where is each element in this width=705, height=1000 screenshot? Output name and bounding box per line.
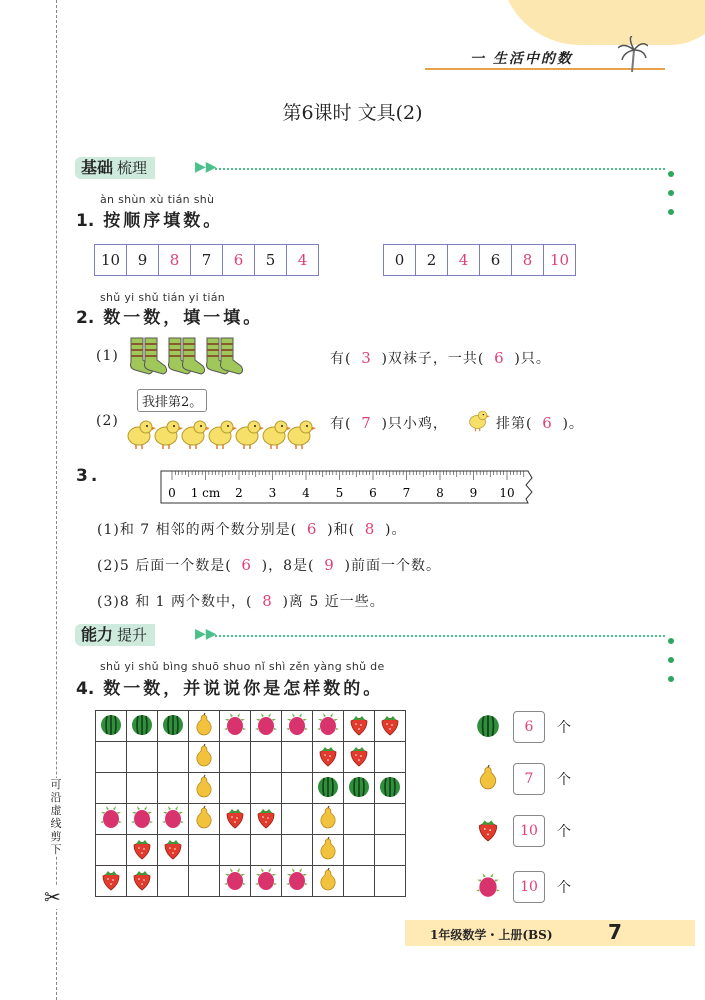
dots-icon: [665, 629, 674, 686]
dragonfruit-cell: [313, 711, 344, 742]
strawberry-cell: [344, 742, 375, 773]
empty-cell: [220, 835, 251, 866]
empty-cell: [344, 804, 375, 835]
answer-neighbor-high: 8: [364, 520, 376, 538]
answer-before-nine: 9: [324, 556, 335, 574]
grid-row: [96, 804, 406, 835]
q4-prompt: [76, 674, 383, 699]
pear-icon: [316, 876, 340, 895]
answer-box-dragonfruit: 10: [513, 871, 545, 903]
socks-icon: [125, 336, 243, 376]
strawberry-icon: [130, 845, 154, 864]
watermelon-icon: [475, 712, 501, 742]
seq-left-cell: 10: [95, 245, 127, 275]
pear-icon: [192, 814, 216, 833]
dragonfruit-icon: [285, 876, 309, 895]
pear-cell: [313, 804, 344, 835]
banner-bold-label: 基础: [81, 158, 114, 177]
empty-cell: [282, 773, 313, 804]
text-segment: (1)和 7 相邻的两个数分别是(: [97, 522, 298, 538]
ruler-label: 10: [499, 486, 515, 500]
answer-chick-rank: 6: [542, 414, 553, 432]
answer-row-strawberry: [475, 814, 571, 848]
sequence-right: [383, 244, 576, 276]
text-segment: )，8是(: [261, 558, 315, 574]
grid-row: [96, 835, 406, 866]
ruler-label: 2: [235, 486, 243, 500]
strawberry-cell: [313, 742, 344, 773]
text-segment: )。: [562, 416, 584, 432]
unit-label: 个: [557, 880, 571, 896]
q1-number: 1.: [76, 211, 95, 231]
watermelon-icon: [316, 783, 340, 802]
answer-neighbor-low: 6: [306, 520, 318, 538]
watermelon-cell: [375, 773, 406, 804]
answer-box-strawberry: 10: [513, 815, 545, 847]
text-segment: (3)8 和 1 两个数中，(: [97, 594, 253, 610]
answer-box-watermelon: 6: [513, 711, 545, 743]
seq-right-cell: 6: [480, 245, 512, 275]
dragonfruit-icon: [223, 721, 247, 740]
empty-cell: [96, 742, 127, 773]
empty-cell: [220, 742, 251, 773]
q4-number: 4.: [76, 679, 95, 699]
empty-cell: [375, 866, 406, 897]
q2-part2-answer-line: [330, 413, 448, 433]
text-segment: )。: [385, 522, 407, 538]
strawberry-cell: [375, 711, 406, 742]
banner-light-label: 提升: [117, 626, 148, 644]
q2-part1-label: (1): [96, 348, 119, 364]
empty-cell: [127, 742, 158, 773]
q2-part1-answer-line: [330, 348, 551, 368]
strawberry-icon: [254, 814, 278, 833]
watermelon-cell: [127, 711, 158, 742]
empty-cell: [158, 773, 189, 804]
text-segment: 有(: [330, 416, 352, 432]
dragonfruit-icon: [99, 814, 123, 833]
pear-cell: [189, 804, 220, 835]
dragonfruit-icon: [254, 876, 278, 895]
strawberry-cell: [127, 866, 158, 897]
q2-text: 数一数，填一填。: [103, 308, 264, 328]
dragonfruit-icon: [223, 876, 247, 895]
seq-left-cell: 6: [223, 245, 255, 275]
q3-number: 3.: [76, 466, 101, 486]
dragonfruit-cell: [220, 866, 251, 897]
chick-icon: [466, 406, 492, 432]
empty-cell: [282, 835, 313, 866]
ruler-label: 8: [436, 486, 444, 500]
palm-tree-icon: [618, 36, 648, 74]
q2-part2-label: (2): [96, 413, 119, 429]
ruler-label: 3: [268, 486, 277, 500]
ruler-label: 0: [168, 486, 176, 500]
unit-label: 个: [557, 720, 571, 736]
cut-instruction: 可沿虚线剪下: [48, 778, 64, 856]
sequence-left: [94, 244, 319, 276]
scissors-icon: ✂: [44, 885, 61, 909]
arrows-icon: ▶▶: [195, 159, 217, 175]
empty-cell: [158, 742, 189, 773]
answer-row-dragonfruit: [475, 870, 571, 904]
text-segment: )只小鸡，: [381, 416, 448, 432]
seq-left-cell: 5: [255, 245, 287, 275]
text-segment: )只。: [514, 351, 551, 367]
seq-left-cell: 9: [127, 245, 159, 275]
q2-number: 2.: [76, 308, 95, 328]
lesson-title: 第6课时 文具(2): [282, 102, 423, 124]
empty-cell: [96, 773, 127, 804]
pear-icon: [192, 752, 216, 771]
dragonfruit-icon: [285, 721, 309, 740]
empty-cell: [220, 773, 251, 804]
ruler-label: 9: [469, 486, 478, 500]
strawberry-cell: [158, 835, 189, 866]
strawberry-icon: [316, 752, 340, 771]
grid-row: [96, 773, 406, 804]
dragonfruit-cell: [127, 804, 158, 835]
strawberry-icon: [161, 845, 185, 864]
page-number: 7: [608, 920, 622, 944]
ruler-label: 4: [302, 486, 310, 500]
pear-cell: [189, 742, 220, 773]
unit-title: 一 生活中的数: [470, 51, 573, 67]
grid-row: [96, 711, 406, 742]
empty-cell: [189, 866, 220, 897]
q1-prompt: [76, 206, 223, 231]
seq-left-cell: 7: [191, 245, 223, 275]
dragonfruit-cell: [282, 866, 313, 897]
dragonfruit-icon: [254, 721, 278, 740]
text-segment: 排第(: [496, 416, 533, 432]
empty-cell: [96, 835, 127, 866]
arrows-icon: ▶▶: [195, 626, 217, 642]
seq-right-cell: 8: [512, 245, 544, 275]
pear-cell: [313, 866, 344, 897]
strawberry-icon: [223, 814, 247, 833]
answer-box-pear: 7: [513, 763, 545, 795]
strawberry-cell: [220, 804, 251, 835]
dragonfruit-icon: [316, 721, 340, 740]
q3-line1: [97, 519, 407, 539]
ruler-label: 1 cm: [190, 486, 221, 500]
pear-icon: [475, 764, 501, 794]
watermelon-icon: [347, 783, 371, 802]
watermelon-cell: [96, 711, 127, 742]
watermelon-cell: [158, 711, 189, 742]
text-segment: )双袜子，一共(: [381, 351, 485, 367]
q3-line2: [97, 555, 441, 575]
watermelon-icon: [378, 783, 402, 802]
answer-row-watermelon: [475, 710, 571, 744]
strawberry-icon: [130, 876, 154, 895]
dragonfruit-icon: [161, 814, 185, 833]
strawberry-cell: [127, 835, 158, 866]
dragonfruit-icon: [130, 814, 154, 833]
dragonfruit-cell: [282, 711, 313, 742]
footer-book-title: 1年级数学・上册(BS): [430, 928, 553, 942]
answer-closer-to-five: 8: [262, 592, 273, 610]
empty-cell: [375, 742, 406, 773]
strawberry-cell: [251, 804, 282, 835]
strawberry-icon: [347, 721, 371, 740]
empty-cell: [251, 835, 282, 866]
strawberry-cell: [96, 866, 127, 897]
dragonfruit-cell: [220, 711, 251, 742]
empty-cell: [344, 835, 375, 866]
dragonfruit-cell: [158, 804, 189, 835]
empty-cell: [282, 742, 313, 773]
q2-prompt: [76, 303, 263, 328]
pear-icon: [316, 814, 340, 833]
pear-icon: [192, 721, 216, 740]
section-banner-advanced: [75, 624, 635, 648]
text-segment: )和(: [327, 522, 356, 538]
answer-socks-total: 6: [494, 349, 505, 367]
q2-part2-rank-line: [496, 413, 584, 433]
strawberry-icon: [347, 752, 371, 771]
empty-cell: [375, 835, 406, 866]
watermelon-cell: [344, 773, 375, 804]
watermelon-icon: [130, 721, 154, 740]
unit-label: 个: [557, 824, 571, 840]
empty-cell: [375, 804, 406, 835]
q4-text: 数一数，并说说你是怎样数的。: [103, 679, 384, 699]
fruit-grid: [95, 710, 406, 897]
q1-pinyin: àn shùn xù tián shù: [100, 193, 215, 206]
strawberry-icon: [475, 816, 501, 846]
banner-bold-label: 能力: [81, 625, 114, 644]
strawberry-cell: [344, 711, 375, 742]
q2-pinyin: shǔ yi shǔ tián yi tián: [100, 291, 226, 304]
text-segment: 有(: [330, 351, 352, 367]
seq-right-cell: 4: [448, 245, 480, 275]
dragonfruit-cell: [251, 711, 282, 742]
strawberry-icon: [99, 876, 123, 895]
strawberry-icon: [378, 721, 402, 740]
ruler-icon: [160, 470, 535, 504]
pear-cell: [189, 773, 220, 804]
dots-icon: [665, 162, 674, 219]
empty-cell: [344, 866, 375, 897]
pear-icon: [192, 783, 216, 802]
answer-after-five: 6: [241, 556, 252, 574]
pear-icon: [316, 845, 340, 864]
empty-cell: [127, 773, 158, 804]
text-segment: )离 5 近一些。: [282, 594, 385, 610]
watermelon-cell: [313, 773, 344, 804]
watermelon-icon: [161, 721, 185, 740]
seq-right-cell: 2: [416, 245, 448, 275]
chicks-icon: [126, 414, 316, 450]
text-segment: )前面一个数。: [344, 558, 441, 574]
empty-cell: [189, 835, 220, 866]
pear-cell: [313, 835, 344, 866]
empty-cell: [251, 742, 282, 773]
watermelon-icon: [99, 721, 123, 740]
grid-row: [96, 742, 406, 773]
answer-chick-count: 7: [361, 414, 372, 432]
unit-label: 个: [557, 772, 571, 788]
speech-bubble: 我排第2。: [137, 389, 207, 412]
header-decoration: [500, 0, 705, 45]
q4-pinyin: shǔ yi shǔ bìng shuō shuo nǐ shì zěn yàng shǔ de: [100, 660, 385, 673]
empty-cell: [251, 773, 282, 804]
ruler-label: 7: [402, 486, 411, 500]
text-segment: (2)5 后面一个数是(: [97, 558, 232, 574]
dotted-divider: [215, 635, 665, 637]
ruler-label: 5: [335, 486, 344, 500]
empty-cell: [158, 866, 189, 897]
empty-cell: [282, 804, 313, 835]
dotted-divider: [215, 168, 665, 170]
ruler-label: 6: [369, 486, 377, 500]
dragonfruit-icon: [475, 872, 501, 902]
dragonfruit-cell: [96, 804, 127, 835]
answer-row-pear: [475, 762, 571, 796]
section-banner-basic: [75, 157, 635, 181]
banner-light-label: 梳理: [117, 159, 148, 177]
pear-cell: [189, 711, 220, 742]
seq-left-cell: 4: [297, 251, 308, 269]
q3-line3: [97, 591, 385, 611]
seq-right-cell: 10: [549, 251, 570, 269]
answer-socks-pairs: 3: [361, 349, 372, 367]
q1-text: 按顺序填数。: [103, 211, 224, 231]
grid-row: [96, 866, 406, 897]
seq-right-cell: 0: [384, 245, 416, 275]
seq-left-cell: 8: [159, 245, 191, 275]
dragonfruit-cell: [251, 866, 282, 897]
